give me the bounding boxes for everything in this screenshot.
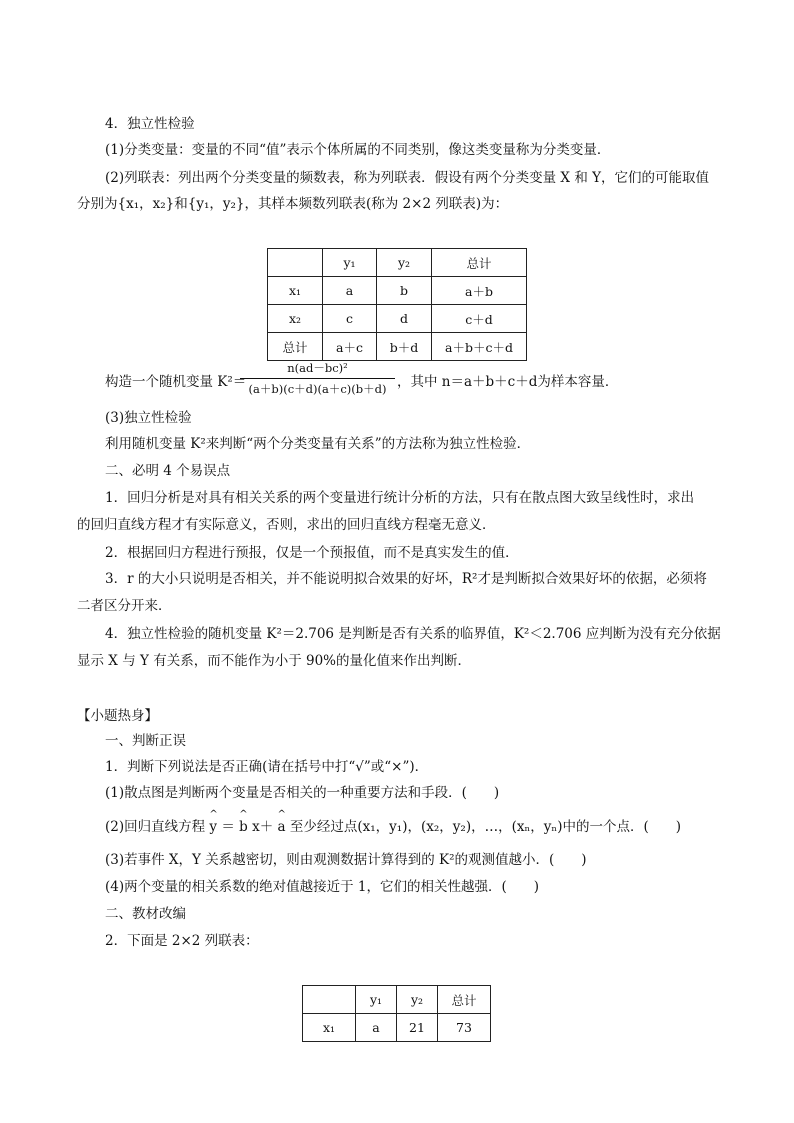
paragraph-categorical-variable: (1)分类变量：变量的不同“值”表示个体所属的不同类别，像这类变量称为分类变量． [105, 142, 611, 158]
pitfall-1-line-1: 1．回归分析是对具有相关关系的两个变量进行统计分析的方法，只有在散点图大致呈线性时，求出 [105, 490, 695, 506]
table-row [268, 277, 527, 305]
pitfall-4-line-1: 4．独立性检验的随机变量 K²＝2.706 是判断是否有关系的临界值，K²＜2.706 应判断为没有充分依据 [105, 626, 721, 642]
table-cell: 21 [397, 1014, 438, 1042]
table-row [268, 305, 527, 333]
x-plus: x＋ [252, 819, 274, 835]
question-1-item-2 [105, 817, 681, 837]
table-cell: y₁ [323, 249, 377, 277]
pitfall-3-line-1: 3．r 的大小只说明是否相关，并不能说明拟合效果的好坏，R²才是判断拟合效果好坏的依据，必须将 [105, 571, 707, 587]
table-cell: a＋b [432, 277, 527, 305]
a-hat: ^ a [278, 817, 286, 837]
fraction-denominator: (a＋b)(c＋d)(a＋c)(b＋d) [248, 382, 387, 396]
table-cell: a [356, 1014, 397, 1042]
fraction-numerator: n(ad－bc)² [287, 361, 348, 375]
formula-lead: 构造一个随机变量 K²＝ [105, 374, 247, 390]
table-cell: b [377, 277, 432, 305]
table-header-row [268, 249, 527, 277]
formula-tail: ，其中 n＝a＋b＋c＋d为样本容量． [397, 374, 619, 390]
question-1-item-4: (4)两个变量的相关系数的绝对值越接近于 1，它们的相关性越强．( ) [105, 879, 540, 895]
paragraph-contingency-table-2: 分别为{x₁，x₂}和{y₁，y₂}，其样本频数列联表(称为 2×2 列联表)为： [77, 196, 509, 212]
table-row [303, 1014, 491, 1042]
item-2-suffix: 至少经过点(x₁，y₁)，(x₂，y₂)，…，(xₙ，yₙ)中的一个点．( ) [289, 819, 682, 835]
table-cell: x₂ [268, 305, 323, 333]
table-cell: c [323, 305, 377, 333]
question-1-item-1: (1)散点图是判断两个变量是否相关的一种重要方法和手段．( ) [105, 785, 500, 801]
table-cell: 总计 [432, 249, 527, 277]
independence-test-definition: 利用随机变量 K²来判断“两个分类变量有关系”的方法称为独立性检验． [105, 436, 531, 452]
k-squared-fraction [240, 360, 395, 397]
y-hat: ^ y [209, 817, 217, 837]
pitfall-2: 2．根据回归方程进行预报，仅是一个预报值，而不是真实发生的值． [105, 545, 519, 561]
table-cell: 73 [438, 1014, 491, 1042]
pitfalls-heading: 二、必明 4 个易误点 [105, 463, 231, 479]
independence-test-title: (3)独立性检验 [105, 410, 192, 426]
b-hat: ^ b [239, 817, 248, 837]
item-2-prefix: (2)回归直线方程 [105, 819, 206, 835]
question-1-item-3: (3)若事件 X，Y 关系越密切，则由观测数据计算得到的 K²的观测值越小．( ) [105, 852, 587, 868]
pitfall-1-line-2: 的回归直线方程才有实际意义，否则，求出的回归直线方程毫无意义． [77, 517, 496, 533]
table-header-row [303, 986, 491, 1014]
table-cell: a＋b＋c＋d [432, 333, 527, 361]
table-cell: y₂ [377, 249, 432, 277]
paragraph-contingency-table-1: (2)列联表：列出两个分类变量的频数表，称为列联表．假设有两个分类变量 X 和 Y，它们的可能取值 [105, 170, 710, 186]
table-cell: x₁ [303, 1014, 356, 1042]
equals-sign: ＝ [221, 819, 240, 835]
table-cell: x₁ [268, 277, 323, 305]
table-cell [303, 986, 356, 1014]
table-cell: d [377, 305, 432, 333]
warmup-heading: 【小题热身】 [77, 708, 158, 724]
pitfall-3-line-2: 二者区分开来． [77, 598, 172, 614]
table-cell: b＋d [377, 333, 432, 361]
true-false-heading: 一、判断正误 [105, 733, 186, 749]
table-cell: 总计 [438, 986, 491, 1014]
contingency-table-question-2 [302, 985, 491, 1042]
table-row [268, 333, 527, 361]
table-cell: 总计 [268, 333, 323, 361]
fraction-bar [240, 378, 395, 379]
table-cell: a [323, 277, 377, 305]
table-cell: y₂ [397, 986, 438, 1014]
pitfall-4-line-2: 显示 X 与 Y 有关系，而不能作为小于 90%的量化值来作出判断． [77, 653, 471, 669]
question-1-prompt: 1．判断下列说法是否正确(请在括号中打“√”或“×”)． [105, 759, 429, 775]
table-cell: y₁ [356, 986, 397, 1014]
table-cell: a＋c [323, 333, 377, 361]
textbook-adaptation-heading: 二、教材改编 [105, 906, 186, 922]
contingency-table-2x2 [267, 248, 527, 361]
question-2-prompt: 2．下面是 2×2 列联表： [105, 933, 259, 949]
table-cell: c＋d [432, 305, 527, 333]
section-4-title: 4．独立性检验 [105, 116, 195, 132]
table-cell [268, 249, 323, 277]
